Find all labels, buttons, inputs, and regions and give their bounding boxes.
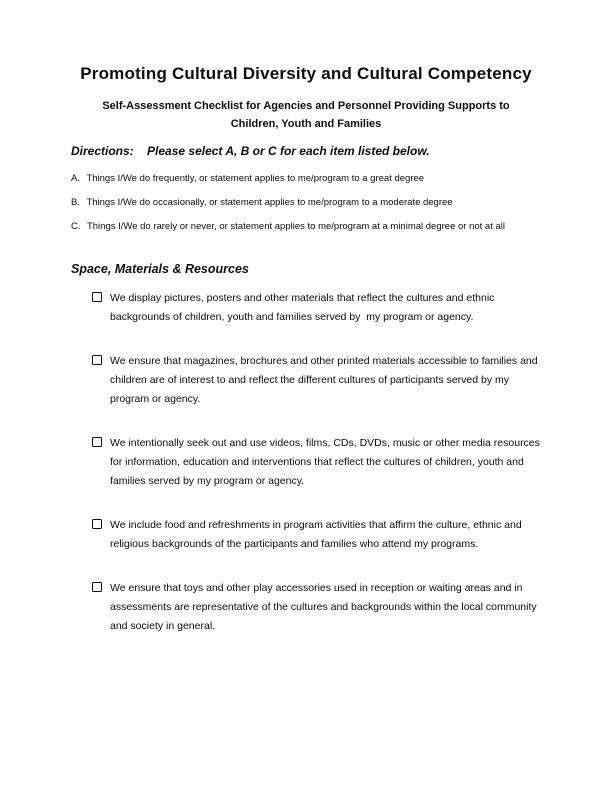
checkbox-icon <box>92 582 102 592</box>
page-title: Promoting Cultural Diversity and Cultural Competency <box>80 64 532 83</box>
option-text: Things I/We do occasionally, or statement applies to me/program to a moderate degree <box>86 197 453 208</box>
option-text: Things I/We do frequently, or statement applies to me/program to a great degree <box>86 173 425 184</box>
directions-label: Directions: <box>71 144 134 158</box>
directions-text: Please select A, B or C for each item listed below. <box>147 144 430 158</box>
checkbox-icon <box>92 519 102 529</box>
checklist-item <box>71 352 541 409</box>
checklist-item <box>71 579 541 636</box>
option-letter: A. <box>71 173 80 184</box>
section-heading: Space, Materials & Resources <box>71 262 249 276</box>
option-letter: C. <box>71 221 81 232</box>
directions <box>71 144 541 158</box>
rating-option-c <box>71 221 541 233</box>
page-subtitle <box>71 97 541 133</box>
checklist-item <box>71 516 541 554</box>
checklist-item-text: We display pictures, posters and other materials that reflect the cultures and ethnic backgrounds of children, youth and families served by my program or agency. <box>110 292 498 323</box>
rating-options <box>71 173 541 233</box>
checklist-item-text: We ensure that magazines, brochures and other printed materials accessible to families and children are of interest to and reflect the different cultures of participants served by my program or agency. <box>110 355 541 405</box>
checkbox-icon <box>92 292 102 302</box>
checklist <box>71 289 541 636</box>
checkbox-icon <box>92 437 102 447</box>
checklist-item-text: We intentionally seek out and use videos, films, CDs, DVDs, music or other media resources for information, education and interventions that reflect the cultures of children, youth and families served by my program or agency. <box>110 437 543 487</box>
checklist-item <box>71 289 541 327</box>
rating-option-a <box>71 173 541 185</box>
option-text: Things I/We do rarely or never, or statement applies to me/program at a minimal degree or not at all <box>86 221 505 232</box>
subtitle-line-1: Self-Assessment Checklist for Agencies and Personnel Providing Supports to <box>102 100 510 112</box>
option-letter: B. <box>71 197 80 208</box>
checkbox-icon <box>92 355 102 365</box>
checklist-item <box>71 434 541 491</box>
checklist-item-text: We ensure that toys and other play accessories used in reception or waiting areas and in assessments are representative of the cultures and backgrounds within the local community and society in general. <box>110 582 540 632</box>
checklist-item-text: We include food and refreshments in program activities that affirm the culture, ethnic and religious backgrounds of the participants and families who attend my programs. <box>110 519 525 550</box>
rating-option-b <box>71 197 541 209</box>
subtitle-line-2: Children, Youth and Families <box>230 118 382 130</box>
